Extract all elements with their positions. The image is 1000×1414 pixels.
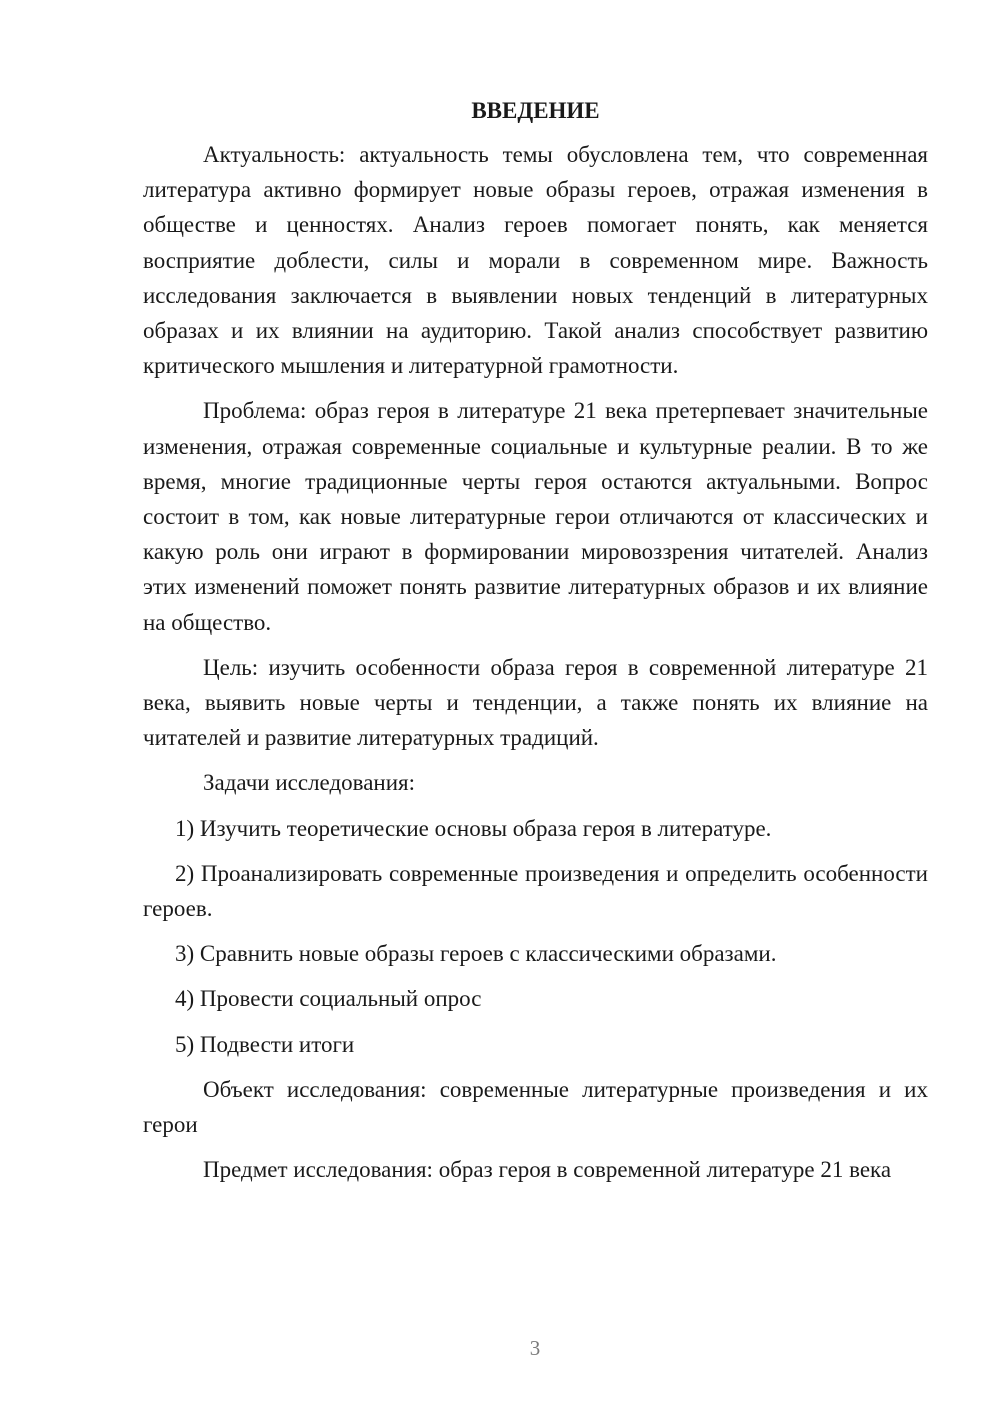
task-item-4: 4) Провести социальный опрос	[175, 986, 482, 1012]
goal-paragraph: Цель: изучить особенности образа героя в современной литературе 21 века, выявить новые черты и тенденции, а также понять их влияние на читателей и развитие литературных традиций.	[143, 654, 928, 751]
relevance-paragraph: Актуальность: актуальность темы обусловлена тем, что современная литература активно формирует новые образы героев, отражая изменения в обществе и ценностях. Анализ героев помогает понять, как меняется восприятие доблести, силы и морали в современном мире. Важность исследования заключается в выявлении новых тенденций в литературных образах и их влиянии на аудиторию. Такой анализ способствует развитию критического мышления и литературной грамотности.	[143, 142, 928, 379]
section-title: ВВЕДЕНИЕ	[471, 98, 600, 123]
subject-paragraph: Предмет исследования: образ героя в современной литературе 21 века	[203, 1157, 892, 1183]
task-item-2: 2) Проанализировать современные произведения и определить особенности героев.	[143, 860, 928, 922]
problem-paragraph: Проблема: образ героя в литературе 21 века претерпевает значительные изменения, отражая современные социальные и культурные реалии. В то же время, многие традиционные черты героя остаются актуальными. Вопрос состоит в том, как новые литературные герои отличаются от классических и какую роль они играют в формировании мировоззрения читателей. Анализ этих изменений поможет понять развитие литературных образов и их влияние на общество.	[143, 398, 928, 635]
object-paragraph: Объект исследования: современные литературные произведения и их герои	[143, 1076, 928, 1138]
page-number: 3	[529, 1336, 541, 1360]
task-item-1: 1) Изучить теоретические основы образа героя в литературе.	[175, 815, 772, 841]
page-content	[143, 96, 928, 1197]
task-item-3: 3) Сравнить новые образы героев с классическими образами.	[175, 941, 777, 967]
tasks-heading: Задачи исследования:	[203, 770, 416, 796]
task-item-5: 5) Подвести итоги	[175, 1031, 355, 1057]
